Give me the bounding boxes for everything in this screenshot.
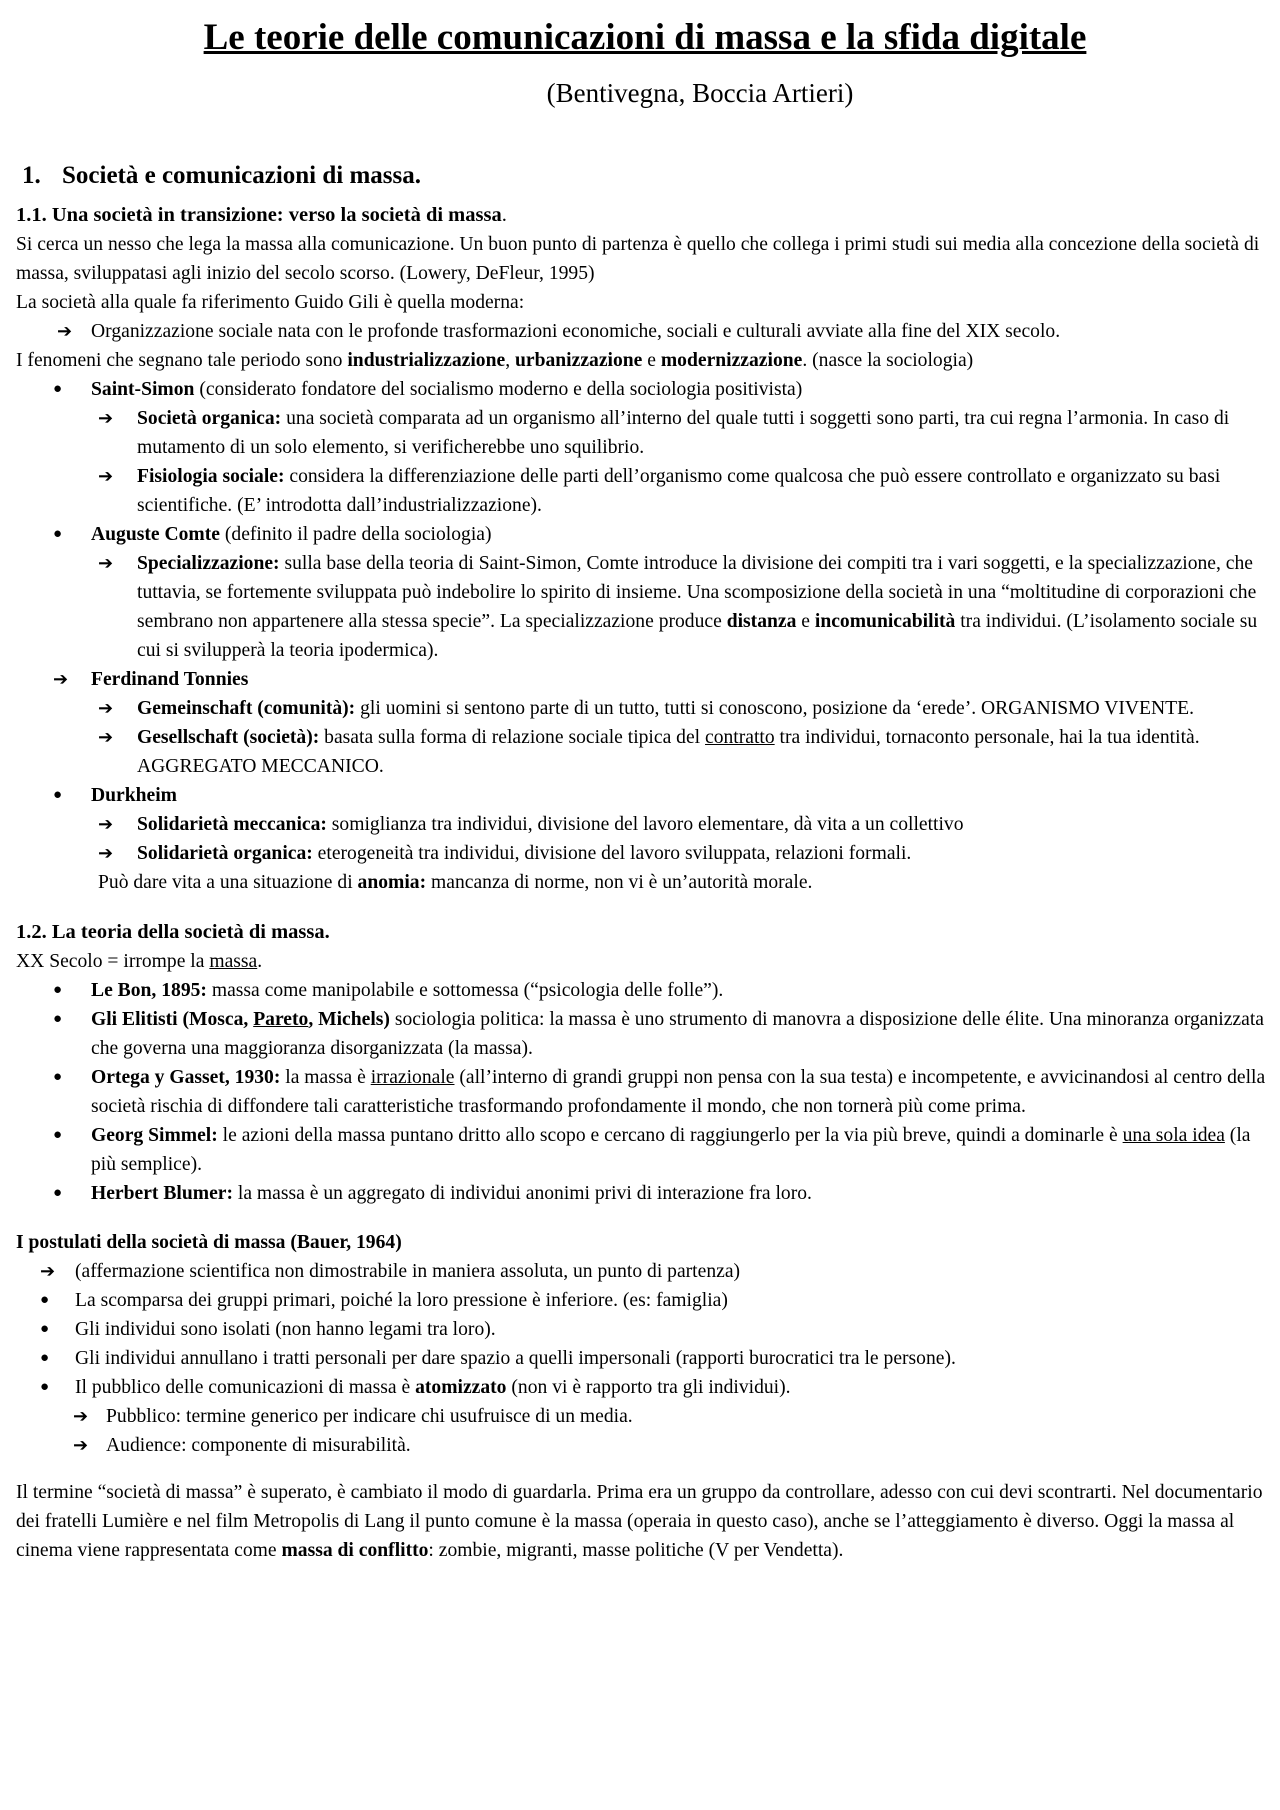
document-body — [16, 200, 1274, 1565]
list-item: ➔ Specializzazione: sulla base della teoria di Saint-Simon, Comte introduce la divisione dei compiti tra i vari soggetti, e la specializzazione, che tuttavia, se fortemente sviluppata può indebolire lo spirito di insieme. Una scomposizione della società in una “moltitudine di corporazioni che sembrano non appartenere alla stessa specie”. La specializzazione produce distanza e incomunicabilità tra individui. (L’isolamento sociale su cui si svilupperà la teoria ipodermica). — [16, 549, 1274, 665]
section-number: 1. — [22, 162, 41, 189]
arrow-right-icon: ➔ — [98, 553, 114, 573]
list-item: ● Saint-Simon (considerato fondatore del socialismo moderno e della sociologia positivista) — [16, 375, 1274, 404]
bullet-dot-icon: ● — [53, 982, 63, 998]
list-item: ● Georg Simmel: le azioni della massa puntano dritto allo scopo e cercano di raggiungerlo per la via più breve, quindi a dominarle è una sola idea (la più semplice). — [16, 1121, 1274, 1179]
document-title: Le teorie delle comunicazioni di massa e la sfida digitale — [203, 17, 1087, 58]
list-item: ➔ Gesellschaft (società): basata sulla forma di relazione sociale tipica del contratto tra individui, tornaconto personale, hai la tua identità. AGGREGATO MECCANICO. — [16, 723, 1274, 781]
list-item: ➔ Gemeinschaft (comunità): gli uomini si sentono parte di un tutto, tutti si conoscono, posizione da ‘erede’. ORGANISMO VIVENTE. — [16, 694, 1274, 723]
arrow-right-icon: ➔ — [98, 466, 114, 486]
postulati-section — [16, 1228, 1274, 1460]
bullet-dot-icon: ● — [53, 1127, 63, 1143]
section-title: Società e comunicazioni di massa. — [62, 162, 422, 189]
bullet-dot-icon: ● — [40, 1321, 50, 1337]
list-item: ➔ Società organica: una società comparata ad un organismo all’interno del quale tutti i soggetti sono parti, tra cui regna l’armonia. In caso di mutamento di un solo elemento, si verificherebbe uno squilibrio. — [16, 404, 1274, 462]
paragraph: La società alla quale fa riferimento Guido Gili è quella moderna: — [16, 292, 525, 313]
list-item: ➔ Ferdinand Tonnies — [16, 665, 1274, 694]
list-item: ➔ Solidarietà organica: eterogeneità tra individui, divisione del lavoro sviluppata, relazioni formali. — [16, 839, 1274, 868]
list-item: ● Il pubblico delle comunicazioni di massa è atomizzato (non vi è rapporto tra gli individui). — [16, 1373, 1274, 1402]
bullet-dot-icon: ● — [40, 1350, 50, 1366]
list-item: ➔ Solidarietà meccanica: somiglianza tra individui, divisione del lavoro elementare, dà vita a un collettivo — [16, 810, 1274, 839]
paragraph: XX Secolo = irrompe la massa. — [16, 951, 263, 972]
list-item: ➔ Audience: componente di misurabilità. — [16, 1431, 1274, 1460]
list-item: ● Gli individui annullano i tratti personali per dare spazio a quelli impersonali (rapporti burocratici tra le persone). — [16, 1344, 1274, 1373]
list-item: ● Durkheim — [16, 781, 1274, 810]
subsection-1-1-heading: 1.1. Una società in transizione: verso la società di massa. — [16, 204, 507, 226]
bullet-dot-icon: ● — [53, 1069, 63, 1085]
paragraph: Si cerca un nesso che lega la massa alla comunicazione. Un buon punto di partenza è quello che collega i primi studi sui media alla concezione della società di massa, sviluppatasi agli inizio del secolo scorso. (Lowery, DeFleur, 1995) — [16, 234, 1260, 284]
list-item: ➔ Pubblico: termine generico per indicare chi usufruisce di un media. — [16, 1402, 1274, 1431]
arrow-right-icon: ➔ — [73, 1406, 89, 1426]
arrow-right-icon: ➔ — [98, 843, 114, 863]
arrow-right-icon: ➔ — [53, 669, 69, 689]
arrow-right-icon: ➔ — [98, 814, 114, 834]
arrow-right-icon: ➔ — [98, 727, 114, 747]
arrow-right-icon: ➔ — [98, 408, 114, 428]
list-item: ➔ Organizzazione sociale nata con le profonde trasformazioni economiche, sociali e culturali avviate alla fine del XIX secolo. — [16, 317, 1274, 346]
bullet-dot-icon: ● — [53, 381, 63, 397]
postulati-heading: I postulati della società di massa (Bauer, 1964) — [16, 1232, 402, 1253]
bullet-dot-icon: ● — [53, 1185, 63, 1201]
arrow-right-icon: ➔ — [40, 1261, 56, 1281]
bullet-dot-icon: ● — [53, 1011, 63, 1027]
bullet-dot-icon: ● — [40, 1292, 50, 1308]
list-item: ● Auguste Comte (definito il padre della sociologia) — [16, 520, 1274, 549]
bullet-dot-icon: ● — [53, 526, 63, 542]
arrow-right-icon: ➔ — [98, 698, 114, 718]
list-item: ● Herbert Blumer: la massa è un aggregato di individui anonimi privi di interazione fra loro. — [16, 1179, 1274, 1208]
bullet-dot-icon: ● — [53, 787, 63, 803]
list-item: ● La scomparsa dei gruppi primari, poiché la loro pressione è inferiore. (es: famiglia) — [16, 1286, 1274, 1315]
list-item: ● Ortega y Gasset, 1930: la massa è irrazionale (all’interno di grandi gruppi non pensa con la sua testa) e incompetente, e avvicinandosi al centro della società rischia di diffondere tali caratteristiche trasformando profondamente il mondo, che non tornerà più come prima. — [16, 1063, 1274, 1121]
subsection-1-2-heading: 1.2. La teoria della società di massa. — [16, 921, 330, 943]
section-1-heading — [22, 160, 421, 192]
document-authors: (Bentivegna, Boccia Artieri) — [546, 78, 854, 108]
paragraph: I fenomeni che segnano tale periodo sono industrializzazione, urbanizzazione e modernizzazione. (nasce la sociologia) — [16, 350, 974, 371]
bullet-dot-icon: ● — [40, 1379, 50, 1395]
arrow-right-icon: ➔ — [57, 321, 73, 341]
list-item: ● Gli Elitisti (Mosca, Pareto, Michels) sociologia politica: la massa è uno strumento di manovra a disposizione delle élite. Una minoranza organizzata che governa una maggioranza disorganizzata (la massa). — [16, 1005, 1274, 1063]
list-item: ➔ (affermazione scientifica non dimostrabile in maniera assoluta, un punto di partenza) — [16, 1257, 1274, 1286]
list-item: ● Gli individui sono isolati (non hanno legami tra loro). — [16, 1315, 1274, 1344]
list-item: ● Le Bon, 1895: massa come manipolabile e sottomessa (“psicologia delle folle”). — [16, 976, 1274, 1005]
list-item: ➔ Fisiologia sociale: considera la differenziazione delle parti dell’organismo come qualcosa che può essere controllato e organizzato su basi scientifiche. (E’ introdotta dall’industrializzazione). — [16, 462, 1274, 520]
arrow-right-icon: ➔ — [73, 1435, 89, 1455]
paragraph: Può dare vita a una situazione di anomia: mancanza di norme, non vi è un’autorità morale. — [98, 872, 813, 893]
closing-paragraph: Il termine “società di massa” è superato, è cambiato il modo di guardarla. Prima era un gruppo da controllare, adesso con cui devi scontrarti. Nel documentario dei fratelli Lumière e nel film Metropolis di Lang il punto comune è la massa (operaia in questo caso), anche se l’atteggiamento è diverso. Oggi la massa al cinema viene rappresentata come massa di conflitto: zombie, migranti, masse politiche (V per Vendetta). — [16, 1482, 1263, 1561]
